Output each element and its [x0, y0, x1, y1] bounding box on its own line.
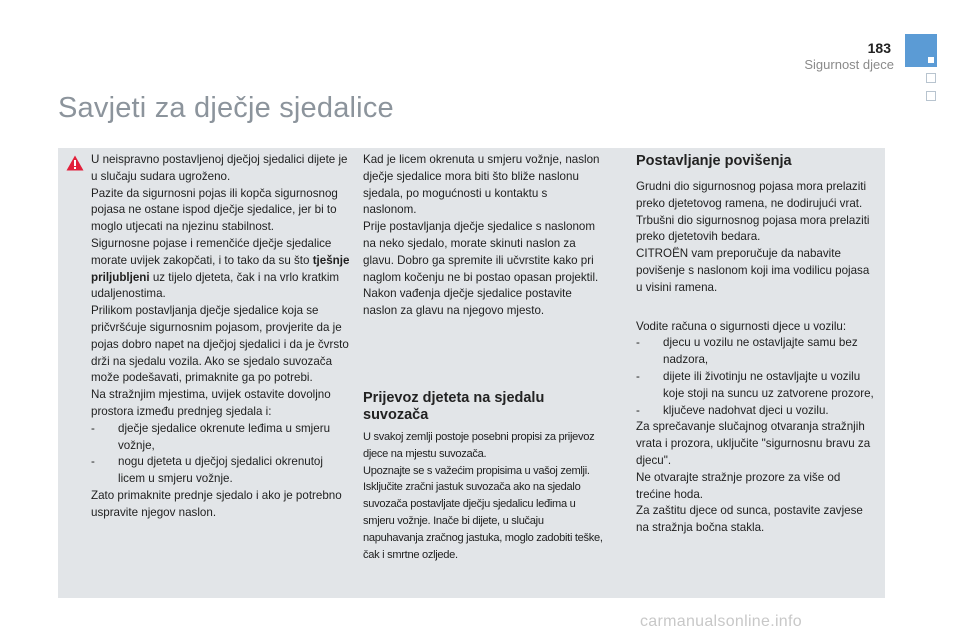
paragraph: CITROËN vam preporučuje da nabavite povišenje s naslonom koji ima vodilicu pojasa u visini ramena. [636, 247, 870, 294]
bullet-dash: - [91, 455, 95, 469]
section-tab-active [905, 34, 937, 67]
bullet-dash: - [636, 336, 640, 350]
warning-paragraph: Na stražnjim mjestima, uvijek ostavite dovoljno prostora između prednjeg sjedala i: [91, 388, 331, 418]
text: uz tijelo djeteta, čak i na vrlo kratkim udaljenostima. [91, 270, 340, 301]
section-tab-1 [926, 73, 936, 83]
warning-paragraph: Pazite da sigurnosni pojas ili kopča sigurnosnog pojasa ne ostane ispod dječje sjedalice, jer bi to moglo utjecati na njezinu stabilnost. [91, 186, 338, 234]
list-item-text: dječje sjedalice okrenute leđima u smjeru vožnje, [118, 421, 331, 452]
paragraph: Isključite zračni jastuk suvozača ako na sjedalo suvozača postavljate dječju sjedalicu leđima u smjeru vožnje. Inače bi dijete, u slučaju napuhavanja zračnog jastuka, moglo zadobiti teške, čak i smrtne ozljede. [363, 481, 603, 561]
list-item [636, 403, 876, 420]
warning-paragraph: U neispravno postavljenoj dječjoj sjedalici dijete je u slučaju sudara ugroženo. [91, 153, 348, 183]
paragraph: Za zaštitu djece od sunca, postavite zavjese na stražnja bočna stakla. [636, 504, 863, 535]
page-number: 183 [867, 40, 891, 56]
paragraph: Ne otvarajte stražnje prozore za više od trećine hoda. [636, 470, 841, 501]
paragraph: Upoznajte se s važećim propisima u vašoj zemlji. [363, 464, 590, 477]
bullet-dash: - [636, 369, 640, 383]
page-title: Savjeti za dječje sjedalice [58, 92, 394, 124]
list-item [91, 454, 353, 488]
list-item-text: nogu djeteta u dječjoj sjedalici okrenutoj licem u smjeru vožnje. [118, 455, 323, 486]
text: Sigurnosne pojase i remenčiće dječje sjedalice morate uvijek zakopčati, i to tako da su što [91, 236, 332, 267]
list-item-text: ključeve nadohvat djeci u vozilu. [663, 403, 829, 417]
section-heading-booster: Postavljanje povišenja [636, 153, 792, 169]
list-item [91, 421, 353, 455]
column-middle [363, 152, 603, 592]
bullet-dash: - [636, 403, 640, 417]
bullet-dash: - [91, 421, 95, 435]
paragraph: Trbušni dio sigurnosnog pojasa mora prelaziti preko djetetovih bedara. [636, 213, 870, 244]
section-name: Sigurnost djece [804, 57, 894, 72]
front-seat-text [363, 429, 603, 563]
paragraph: Kad je licem okrenuta u smjeru vožnje, naslon dječje sjedalice mora biti što bliže naslonu sjedala, po mogućnosti u kontaktu s naslonom. [363, 153, 600, 217]
tab-marker-icon [928, 57, 934, 63]
emphasis-text: tješnje priljubljeni [91, 253, 350, 284]
warning-paragraph: Zato primaknite prednje sjedalo i ako je potrebno uspravite njegov naslon. [91, 488, 342, 519]
list-item [636, 369, 876, 403]
warning-paragraph: Prilikom postavljanja dječje sjedalice koja se pričvršćuje sigurnosnim pojasom, provjerite da je pojas dobro napet na dječjoj sjedalici i da je čvrsto drži na sjedalu vozila. Ako se sjedalo suvozača može podešavati, primaknite ga po potrebi. [91, 304, 349, 385]
paragraph: Vodite računa o sigurnosti djece u vozilu: [636, 319, 847, 333]
column-warnings [91, 152, 353, 522]
warning-paragraph [91, 236, 353, 303]
paragraph: Za sprečavanje slučajnog otvaranja stražnjih vrata i prozora, uključite "sigurnosnu bravu za djecu". [636, 420, 871, 467]
section-heading-front-seat: Prijevoz djeteta na sjedalu suvozača [363, 390, 545, 423]
list-item [636, 335, 876, 369]
paragraph: U svakoj zemlji postoje posebni propisi za prijevoz djece na mjestu suvozača. [363, 431, 595, 460]
section-tab-2 [926, 91, 936, 101]
column-booster [636, 152, 876, 537]
paragraph: Prije postavljanja dječje sjedalice s naslonom na neko sjedalo, morate skinuti naslon za glavu. Dobro ga spremite ili učvrstite kako pri naglom kočenju ne bi postao opasan projektil. Nakon vađenja dječje sjedalice postavite naslon za glavu na njegovo mjesto. [363, 220, 599, 318]
watermark: carmanualsonline.info [640, 613, 802, 630]
list-item-text: djecu u vozilu ne ostavljajte samu bez nadzora, [663, 336, 858, 367]
paragraph: Grudni dio sigurnosnog pojasa mora prelaziti preko djetetovog ramena, ne dodirujući vrat. [636, 180, 867, 210]
list-item-text: dijete ili životinju ne ostavljajte u vozilu koje stoji na suncu uz zatvorene prozore, [663, 369, 874, 400]
warning-icon [66, 155, 84, 171]
